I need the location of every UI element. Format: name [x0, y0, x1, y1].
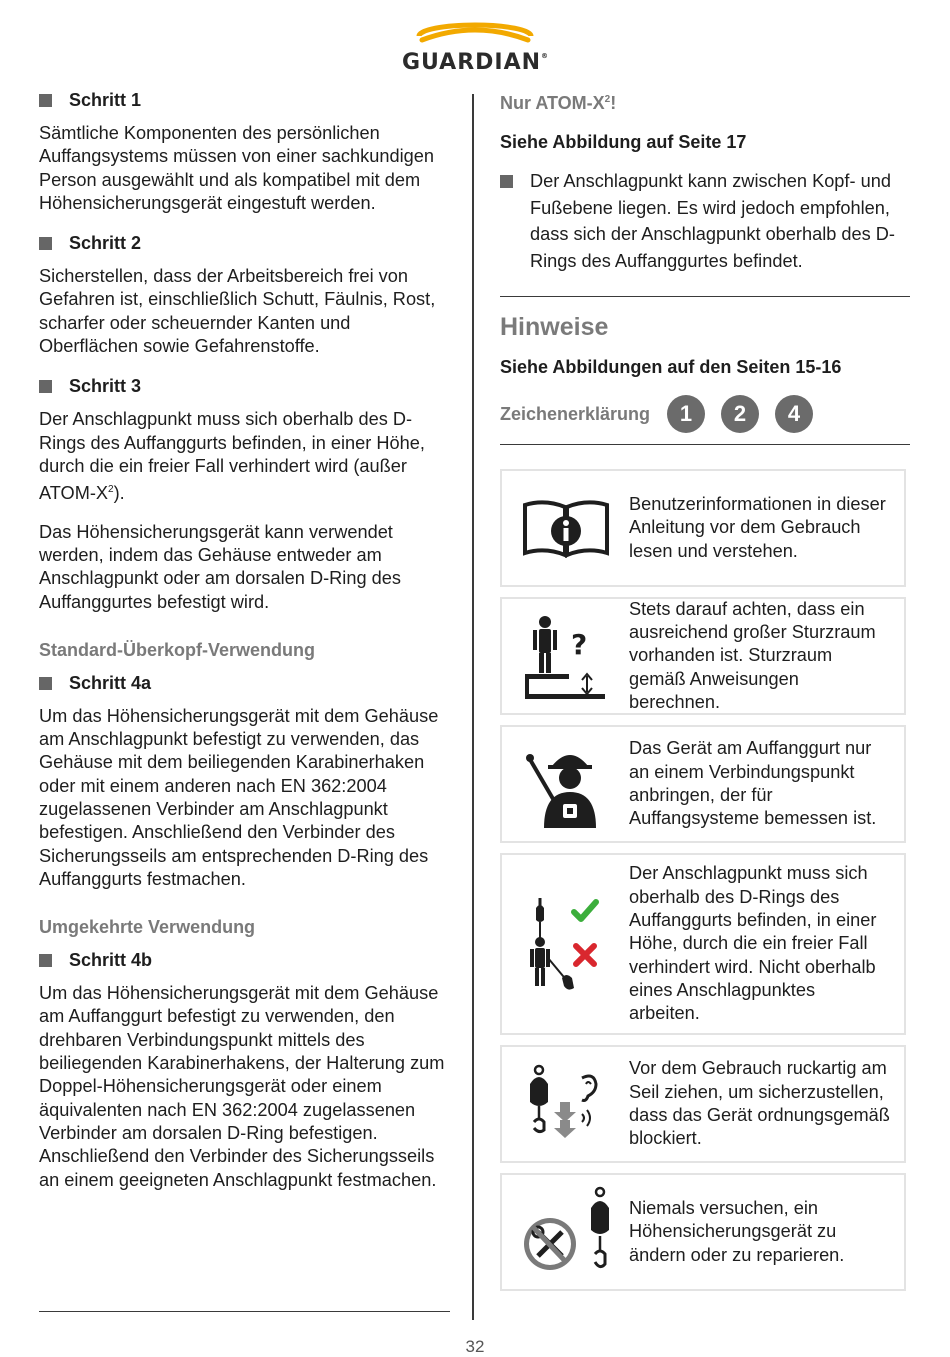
see-figures-pages: Siehe Abbildungen auf den Seiten 15-16 — [500, 357, 842, 377]
brand-registered-mark: ® — [541, 52, 549, 60]
step-1-heading — [39, 90, 451, 111]
legend-number-2: 2 — [721, 395, 759, 433]
step-2-heading — [39, 233, 451, 254]
notice-harness-connection — [500, 725, 906, 843]
step-2-text: Sicherstellen, dass der Arbeitsbereich frei von Gefahren ist, einschließlich Schutt, Fäulnis, Rost, scharfer oder scheuernder Kanten und Oberflächen sowie Gefahrenstoffe. — [39, 266, 436, 357]
standard-use-heading: Standard-Überkopf-Verwendung — [39, 639, 316, 660]
step-4b-title: Schritt 4b — [69, 950, 153, 971]
bullet-square — [39, 237, 52, 250]
atom-x2-only-label: Nur ATOM-$X^2$! — [500, 93, 617, 113]
step-4a-text: Um das Höhensicherungsgerät mit dem Gehäuse am Anschlagpunkt befestigt zu verwenden, das Gehäuse mit dem beiliegenden Karabinerhaken oder mit einem anderen nach EN 362:2004 zugelassenen Verbinder am Anschlagpunkt befestigen. Anschließend den Verbinder des Sicherungsseils am entsprechenden D-Ring des Auffanggurts festmachen. — [39, 705, 439, 889]
bullet-square — [39, 677, 52, 690]
step-4a-title: Schritt 4a — [69, 672, 152, 693]
guardian-logo — [384, 22, 566, 75]
column-divider — [472, 94, 474, 1320]
step-3-text: Der Anschlagpunkt muss sich oberhalb des D-Rings des Auffanggurts befinden, in einer Höhe, durch die ein freier Fall verhindert wird (außer ATOM-$X^2$). — [39, 409, 425, 504]
lock-test-icon — [502, 1062, 629, 1146]
legend-label: Zeichenerklärung — [500, 403, 651, 424]
step-1-text: Sämtliche Komponenten des persönlichen Auffangsystems müssen von einer sachkundigen Person ausgewählt und als kompatibel mit dem Höhensicherungsgerät eingestuft werden. — [39, 123, 434, 213]
bullet-square — [39, 380, 52, 393]
brand-name: GUARDIAN — [401, 50, 542, 75]
bullet-square — [39, 94, 52, 107]
step-4a-heading — [39, 673, 451, 694]
reverse-use-heading: Umgekehrte Verwendung — [39, 917, 256, 938]
notice-anchor-above — [500, 853, 906, 1035]
legend-row — [500, 392, 910, 436]
step-3-title: Schritt 3 — [69, 376, 142, 397]
bullet-square — [39, 954, 52, 967]
worker-harness-icon — [502, 738, 629, 830]
step-2-title: Schritt 2 — [69, 233, 142, 254]
notice-lock-test — [500, 1045, 906, 1163]
notice-text: Benutzerinformationen in dieser Anleitung vor dem Gebrauch lesen und verstehen. — [629, 494, 886, 561]
book-info-icon — [502, 497, 629, 559]
notice-text: Vor dem Gebrauch ruckartig am Seil ziehen, um sicherzustellen, dass das Gerät ordnungsgemäß blockiert. — [629, 1058, 890, 1149]
page-number: 32 — [465, 1337, 485, 1356]
step-3-text-2: Das Höhensicherungsgerät kann verwendet werden, indem das Gehäuse entweder am Anschlagpunkt oder am dorsalen D-Ring des Auffanggurtes befestigt wird. — [39, 521, 401, 612]
legend-number-1: 1 — [667, 395, 705, 433]
anchor-bullet-text: Der Anschlagpunkt kann zwischen Kopf- und Fußebene liegen. Es wird jedoch empfohlen, dass sich der Anschlagpunkt oberhalb des D-Rings des Auffanggurtes befindet. — [530, 171, 895, 271]
notice-text: Der Anschlagpunkt muss sich oberhalb des D-Rings des Auffanggurts befinden, in einer Höhe, durch die ein freier Fall verhindert wird. Nicht oberhalb eines Anschlagpunktes arbeiten. — [629, 863, 877, 1024]
notice-fall-clearance — [500, 597, 906, 715]
left-column — [39, 90, 451, 1207]
notice-text: Stets darauf achten, dass ein ausreichend großer Sturzraum vorhanden ist. Sturzraum gemäß Anweisungen berechnen. — [629, 598, 876, 712]
svg-text:?: ? — [570, 628, 587, 661]
fall-clearance-icon — [502, 608, 629, 704]
bullet-square — [500, 175, 513, 188]
notice-text: Niemals versuchen, ein Höhensicherungsgerät zu ändern oder zu reparieren. — [629, 1198, 845, 1265]
anchor-bullet — [500, 168, 910, 274]
step-1-title: Schritt 1 — [69, 90, 142, 110]
left-bottom-rule — [39, 1311, 450, 1312]
legend-number-4: 4 — [775, 395, 813, 433]
logo-swoosh-icon — [414, 22, 536, 50]
see-figure-page-17: Siehe Abbildung auf Seite 17 — [500, 132, 747, 152]
section-rule — [500, 296, 910, 297]
anchor-above-icon — [502, 894, 629, 994]
step-4b-text: Um das Höhensicherungsgerät mit dem Gehäuse am Auffanggurt befestigt zu verwenden, den drehbaren Verbindungspunkt mittels des beiliegenden Karabinerhakens, der Halterung zum Doppel-Höhensicherungsgerät oder einem äquivalenten nach EN 362:2004 zugelassenen Verbinder am dorsalen D-Ring befestigen. Anschließend den Verbinder des Sicherungsseils an einem geeigneten Anschlagpunkt festmachen. — [39, 983, 445, 1190]
hinweise-title: Hinweise — [500, 313, 609, 341]
step-3-heading — [39, 376, 451, 397]
notice-read-manual — [500, 469, 906, 587]
legend-rule — [500, 444, 910, 445]
notice-no-repair — [500, 1173, 906, 1291]
notice-text: Das Gerät am Auffanggurt nur an einem Verbindungspunkt anbringen, der für Auffangsysteme bemessen ist. — [629, 738, 877, 829]
no-repair-icon — [502, 1186, 629, 1278]
right-column — [500, 90, 910, 1301]
step-4b-heading — [39, 950, 451, 971]
